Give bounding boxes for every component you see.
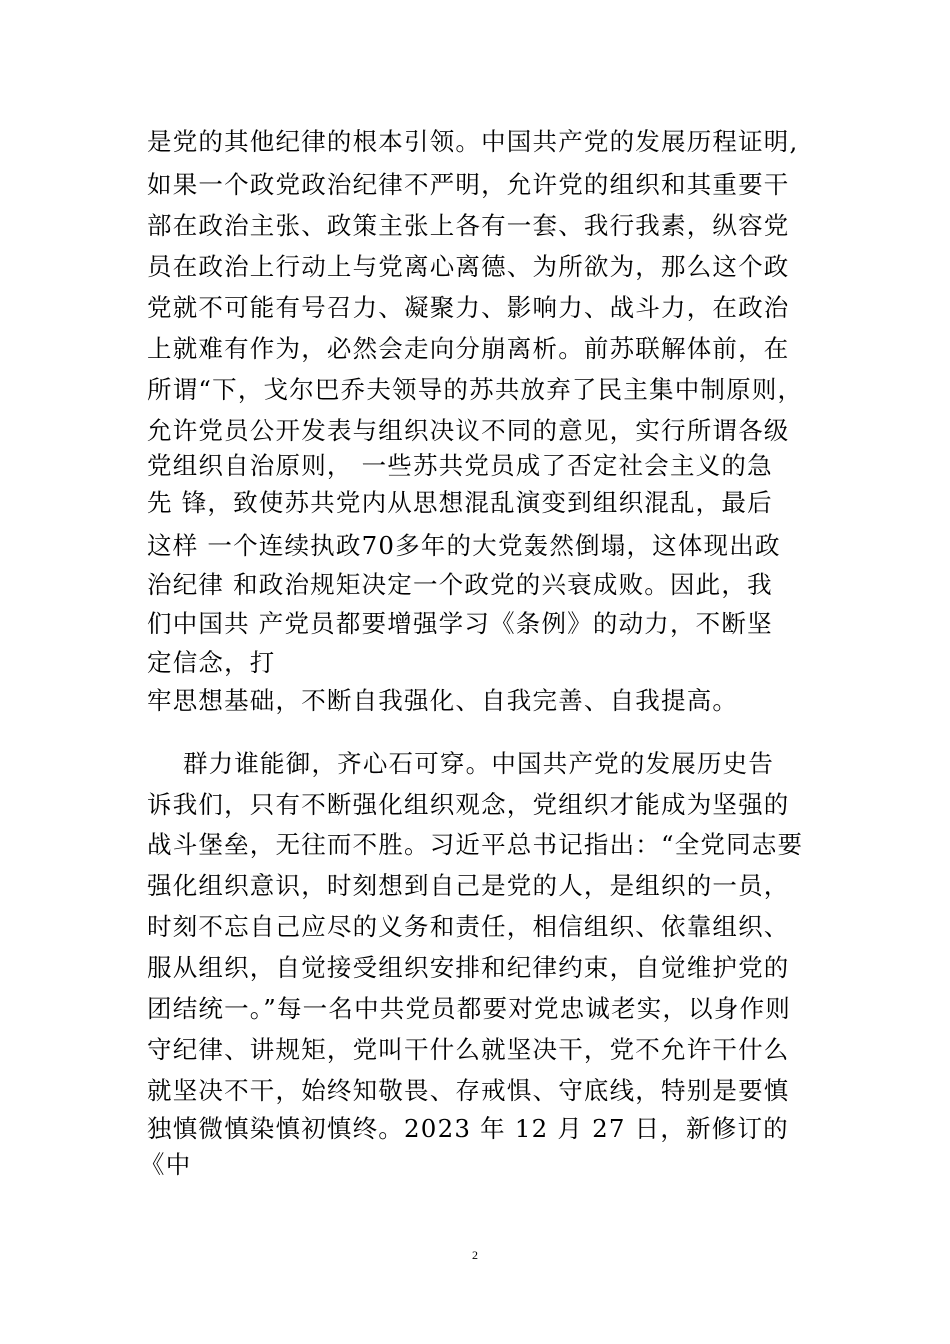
text-line: 《中 bbox=[140, 1150, 192, 1179]
text-line: 时刻不忘自己应尽的义务和责任，相信组织、依靠组织、 bbox=[147, 912, 790, 941]
text-line: 党就不可能有号召力、凝聚力、影响力、战斗力，在政治 bbox=[147, 293, 790, 322]
text-line: 部在政治主张、政策主张上各有一套、我行我素，纵容党 bbox=[147, 211, 790, 240]
text-line: 就坚决不干，始终知敬畏、存戒惧、守底线，特别是要慎 bbox=[147, 1076, 790, 1105]
page-number: 2 bbox=[472, 1248, 478, 1262]
text-line: 先 锋，致使苏共党内从思想混乱演变到组织混乱，最后 bbox=[147, 488, 773, 517]
text-line: 牢思想基础，不断自我强化、自我完善、自我提高。 bbox=[147, 686, 739, 715]
text-line: 是党的其他纪律的根本引领。中国共产党的发展历程证明, bbox=[147, 127, 799, 156]
text-line: 战斗堡垒，无往而不胜。习近平总书记指出：“全党同志要 bbox=[147, 830, 804, 859]
text-line: 定信念，打 bbox=[147, 648, 276, 677]
text-line: 允许党员公开发表与组织决议不同的意见，实行所谓各级 bbox=[147, 416, 790, 445]
text-line: 如果一个政党政治纪律不严明，允许党的组织和其重要干 bbox=[147, 170, 790, 199]
text-line: 服从组织，自觉接受组织安排和纪律约束，自觉维护党的 bbox=[147, 953, 790, 982]
text-line: 员在政治上行动上与党离心离德、为所欲为，那么这个政 bbox=[147, 252, 790, 281]
text-line: 上就难有作为，必然会走向分崩离析。前苏联解体前，在 bbox=[147, 334, 790, 363]
text-line: 所谓“下，戈尔巴乔夫领导的苏共放弃了民主集中制原则， bbox=[147, 375, 804, 404]
text-line: 团结统一。”每一名中共党员都要对党忠诚老实，以身作则 bbox=[147, 994, 791, 1023]
text-line: 这样 一个连续执政70多年的大党轰然倒塌，这体现出政 bbox=[147, 531, 781, 560]
text-line: 们中国共 产党员都要增强学习《条例》的动力，不断坚 bbox=[147, 609, 773, 638]
text-line: 诉我们，只有不断强化组织观念，党组织才能成为坚强的 bbox=[147, 790, 790, 819]
text-line: 守纪律、讲规矩，党叫干什么就坚决干，党不允许干什么 bbox=[147, 1035, 790, 1064]
text-line: 治纪律 和政治规矩决定一个政党的兴衰成败。因此，我 bbox=[147, 570, 773, 599]
text-line: 群力谁能御，齐心石可穿。中国共产党的发展历史告 bbox=[147, 749, 775, 778]
text-line: 党组织自治原则， 一些苏共党员成了否定社会主义的急 bbox=[147, 451, 773, 480]
text-line: 独慎微慎染慎初慎终。2023 年 12 月 27 日，新修订的 bbox=[147, 1114, 789, 1143]
text-line: 强化组织意识，时刻想到自己是党的人，是组织的一员， bbox=[147, 871, 790, 900]
